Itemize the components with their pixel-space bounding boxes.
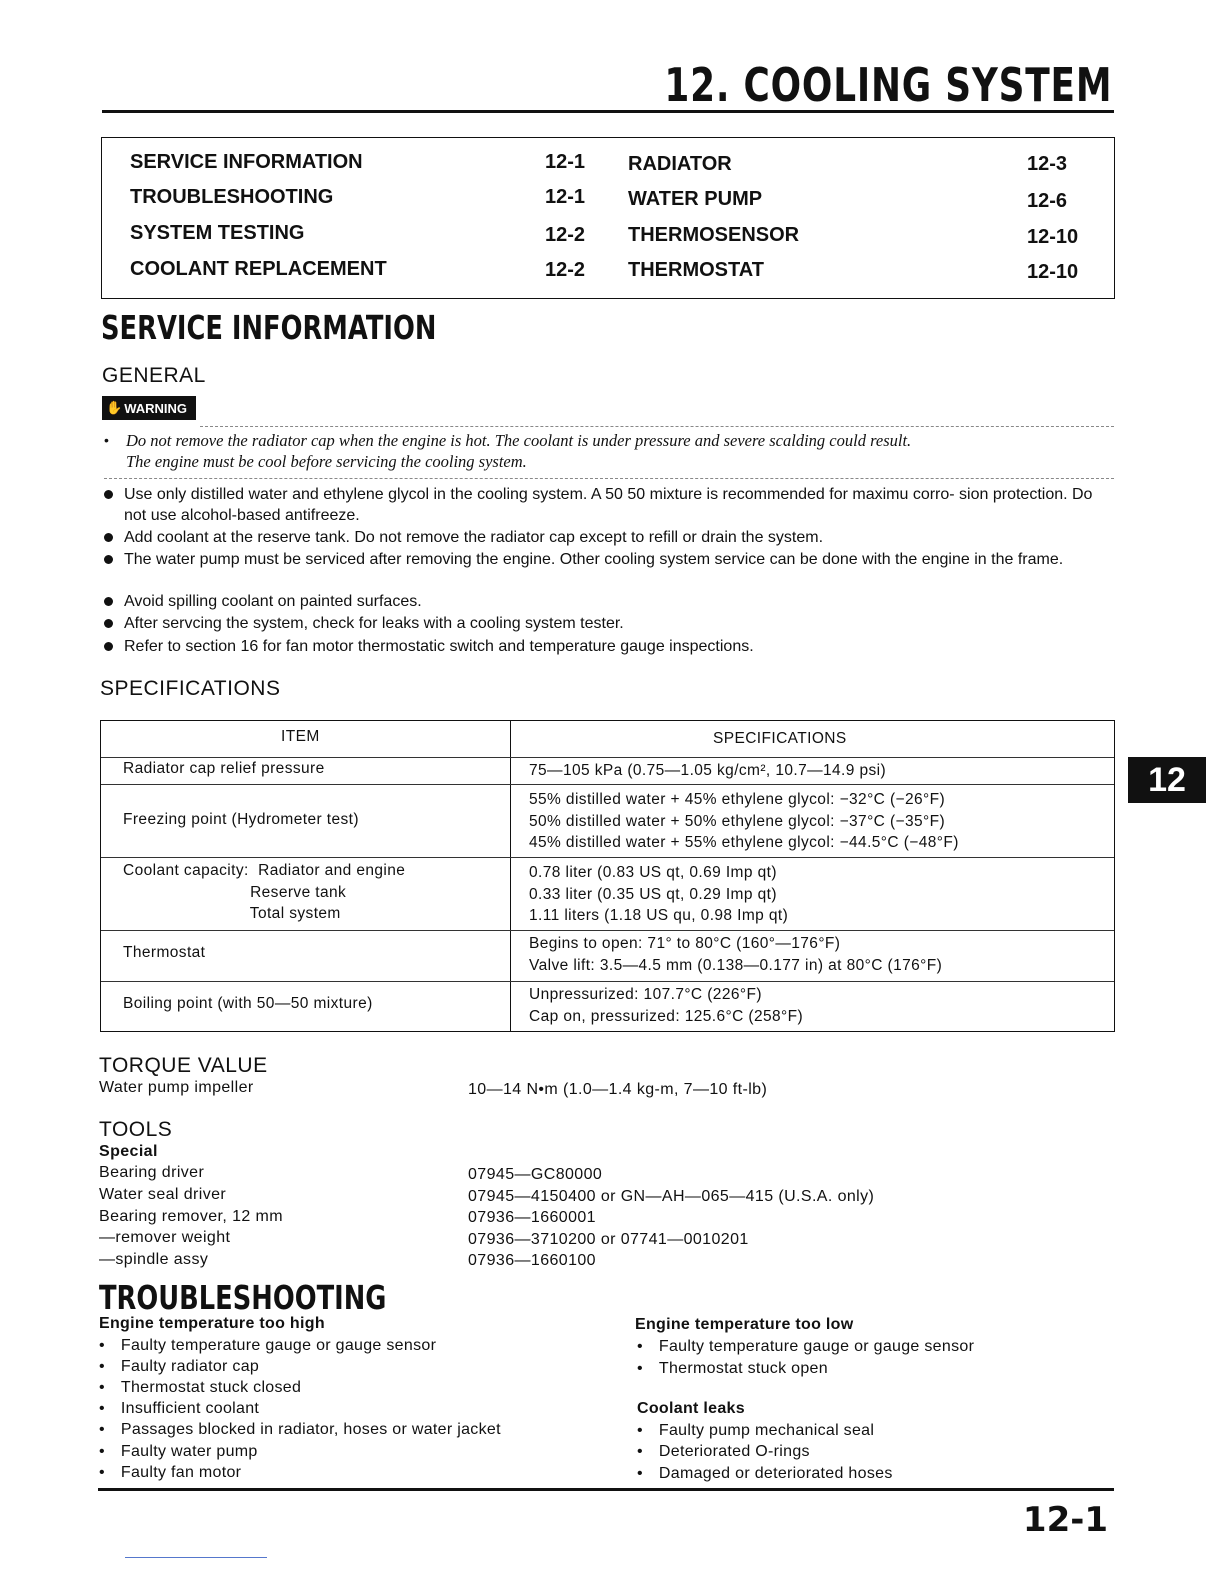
- toc-item-page: 12-1: [545, 151, 586, 173]
- toc-item-label: SYSTEM TESTING: [130, 222, 305, 244]
- tool-number: 07936—3710200 or 07741—0010201: [468, 1231, 749, 1248]
- bullet-icon: •: [99, 1464, 105, 1481]
- tool-name: —spindle assy: [99, 1251, 209, 1268]
- list-title: Engine temperature too high: [99, 1315, 325, 1332]
- toc-item-label: THERMOSTAT: [628, 259, 764, 281]
- list-item: • Passages blocked in radiator, hoses or water jacket: [99, 1421, 501, 1438]
- list-item: Use only distilled water and ethylene glycol in the cooling system. A 50 50 mixture is recommended for maximu corro- sion protection. Do not use alcohol-based antifreeze.: [104, 484, 1114, 526]
- warning-top-divider: [200, 426, 1114, 427]
- bullet-icon: •: [99, 1400, 105, 1417]
- list-item: • Faulty temperature gauge or gauge sensor: [99, 1337, 437, 1354]
- tool-name: Water seal driver: [99, 1186, 227, 1203]
- specifications-table: [100, 720, 1115, 1032]
- section-heading-troubleshooting: TROUBLESHOOTING: [99, 1278, 387, 1317]
- table-cell-spec: 75—105 kPa (0.75—1.05 kg/cm², 10.7—14.9 psi): [529, 762, 887, 779]
- bullet-icon: •: [637, 1338, 643, 1355]
- table-cell-item: Coolant capacity: Radiator and engine Reserve tank Total system: [123, 862, 406, 922]
- row-divider: [101, 857, 1114, 858]
- list-title: Engine temperature too low: [635, 1316, 854, 1333]
- row-divider: [101, 981, 1114, 982]
- row-divider: [101, 930, 1114, 931]
- list-item: • Faulty fan motor: [99, 1464, 242, 1481]
- torque-value: 10—14 N•m (1.0—1.4 kg-m, 7—10 ft-lb): [468, 1081, 768, 1098]
- table-cell-item: Boiling point (with 50—50 mixture): [123, 995, 373, 1012]
- table-cell-spec: Unpressurized: 107.7°C (226°F) Cap on, pressurized: 125.6°C (258°F): [529, 986, 804, 1025]
- bullet-icon: •: [637, 1465, 643, 1482]
- bullet-icon: •: [637, 1443, 643, 1460]
- bullet-icon: [104, 642, 113, 651]
- bullet-icon: [104, 490, 113, 499]
- table-cell-item: Freezing point (Hydrometer test): [123, 811, 359, 828]
- warning-label: WARNING: [124, 400, 188, 416]
- tool-number: 07936—1660001: [468, 1209, 596, 1226]
- bullet-icon: •: [99, 1358, 105, 1375]
- warning-bullet-icon: •: [104, 432, 109, 448]
- page-number: 12-1: [1022, 1500, 1108, 1540]
- bullet-icon: [104, 619, 113, 628]
- list-item: The water pump must be serviced after removing the engine. Other cooling system service can be done with the engine in the frame.: [104, 549, 1114, 591]
- warning-text-line2: The engine must be cool before servicing the cooling system.: [126, 452, 527, 471]
- list-item: • Damaged or deteriorated hoses: [637, 1465, 893, 1482]
- tool-number: 07945—GC80000: [468, 1166, 603, 1183]
- list-item: • Thermostat stuck closed: [99, 1379, 302, 1396]
- table-cell-spec: 0.78 liter (0.83 US qt, 0.69 Imp qt) 0.33 liter (0.35 US qt, 0.29 Imp qt) 1.11 liters (1.18 US qu, 0.98 Imp qt): [529, 864, 789, 924]
- toc-item-label: RADIATOR: [628, 153, 732, 175]
- bullet-icon: •: [99, 1337, 105, 1354]
- tool-name: —remover weight: [99, 1229, 231, 1246]
- row-divider: [101, 784, 1114, 785]
- footer-rule: [98, 1488, 1114, 1491]
- tool-name: Bearing remover, 12 mm: [99, 1208, 283, 1225]
- warning-text-line1: Do not remove the radiator cap when the engine is hot. The coolant is under pressure and severe scalding could result.: [126, 431, 912, 450]
- toc-item-page: 12-2: [545, 224, 586, 246]
- bullet-icon: •: [637, 1422, 643, 1439]
- subheading-specifications: SPECIFICATIONS: [100, 677, 281, 700]
- list-item: • Faulty radiator cap: [99, 1358, 260, 1375]
- list-item: • Thermostat stuck open: [637, 1360, 828, 1377]
- list-item: • Deteriorated O-rings: [637, 1443, 810, 1460]
- column-header-item: ITEM: [281, 728, 320, 745]
- table-cell-item: Thermostat: [123, 944, 206, 961]
- toc-item-page: 12-10: [1027, 226, 1079, 248]
- subheading-torque-value: TORQUE VALUE: [99, 1054, 268, 1077]
- list-item: • Faulty water pump: [99, 1443, 258, 1460]
- hand-icon: ✋: [106, 400, 123, 415]
- toc-item-page: 12-10: [1027, 261, 1079, 283]
- toc-item-label: COOLANT REPLACEMENT: [130, 258, 387, 280]
- toc-item-label: TROUBLESHOOTING: [130, 186, 334, 208]
- section-heading-service-information: SERVICE INFORMATION: [101, 308, 437, 347]
- list-item: • Faulty pump mechanical seal: [637, 1422, 875, 1439]
- chapter-tab: 12: [1128, 757, 1206, 803]
- list-item: • Insufficient coolant: [99, 1400, 260, 1417]
- list-item: • Faulty temperature gauge or gauge sensor: [637, 1338, 975, 1355]
- footer-link-line: [125, 1557, 267, 1558]
- tool-number: 07945—4150400 or GN—AH—065—415 (U.S.A. only): [468, 1188, 875, 1205]
- column-divider: [510, 721, 511, 1031]
- toc-item-page: 12-3: [1027, 153, 1068, 175]
- bullet-icon: •: [99, 1443, 105, 1460]
- toc-item-label: THERMOSENSOR: [628, 224, 800, 246]
- subheading-tools: TOOLS: [99, 1118, 173, 1141]
- table-cell-spec: 55% distilled water + 45% ethylene glycol: −32°C (−26°F) 50% distilled water + 50% ethylene glycol: −37°C (−35°F) 45% distilled water + 55% ethylene glycol: −44.5°C (−48°F): [529, 791, 959, 851]
- tool-name: Bearing driver: [99, 1164, 205, 1181]
- bullet-icon: [104, 555, 113, 564]
- toc-item-label: WATER PUMP: [628, 188, 763, 210]
- header-rule: [102, 110, 1114, 113]
- bullet-icon: •: [637, 1360, 643, 1377]
- table-of-contents: [101, 137, 1115, 299]
- torque-item: Water pump impeller: [99, 1079, 254, 1096]
- bullet-icon: [104, 597, 113, 606]
- table-cell-item: Radiator cap relief pressure: [123, 760, 325, 777]
- chapter-title: 12. COOLING SYSTEM: [664, 58, 1112, 112]
- warning-bottom-divider: [104, 478, 1114, 479]
- column-header-specifications: SPECIFICATIONS: [713, 730, 847, 747]
- toc-item-label: SERVICE INFORMATION: [130, 151, 363, 173]
- table-cell-spec: Begins to open: 71° to 80°C (160°—176°F) Valve lift: 3.5—4.5 mm (0.138—0.177 in) at 80°C (176°F): [529, 935, 943, 974]
- subheading-general: GENERAL: [102, 364, 206, 387]
- tool-number: 07936—1660100: [468, 1252, 596, 1269]
- bullet-icon: [104, 533, 113, 542]
- bullet-icon: •: [99, 1379, 105, 1396]
- warning-badge: [102, 396, 196, 420]
- toc-item-page: 12-6: [1027, 190, 1068, 212]
- tools-special-label: Special: [99, 1143, 158, 1160]
- toc-item-page: 12-1: [545, 186, 586, 208]
- toc-item-page: 12-2: [545, 259, 586, 281]
- bullet-icon: •: [99, 1421, 105, 1438]
- list-title: Coolant leaks: [637, 1400, 745, 1417]
